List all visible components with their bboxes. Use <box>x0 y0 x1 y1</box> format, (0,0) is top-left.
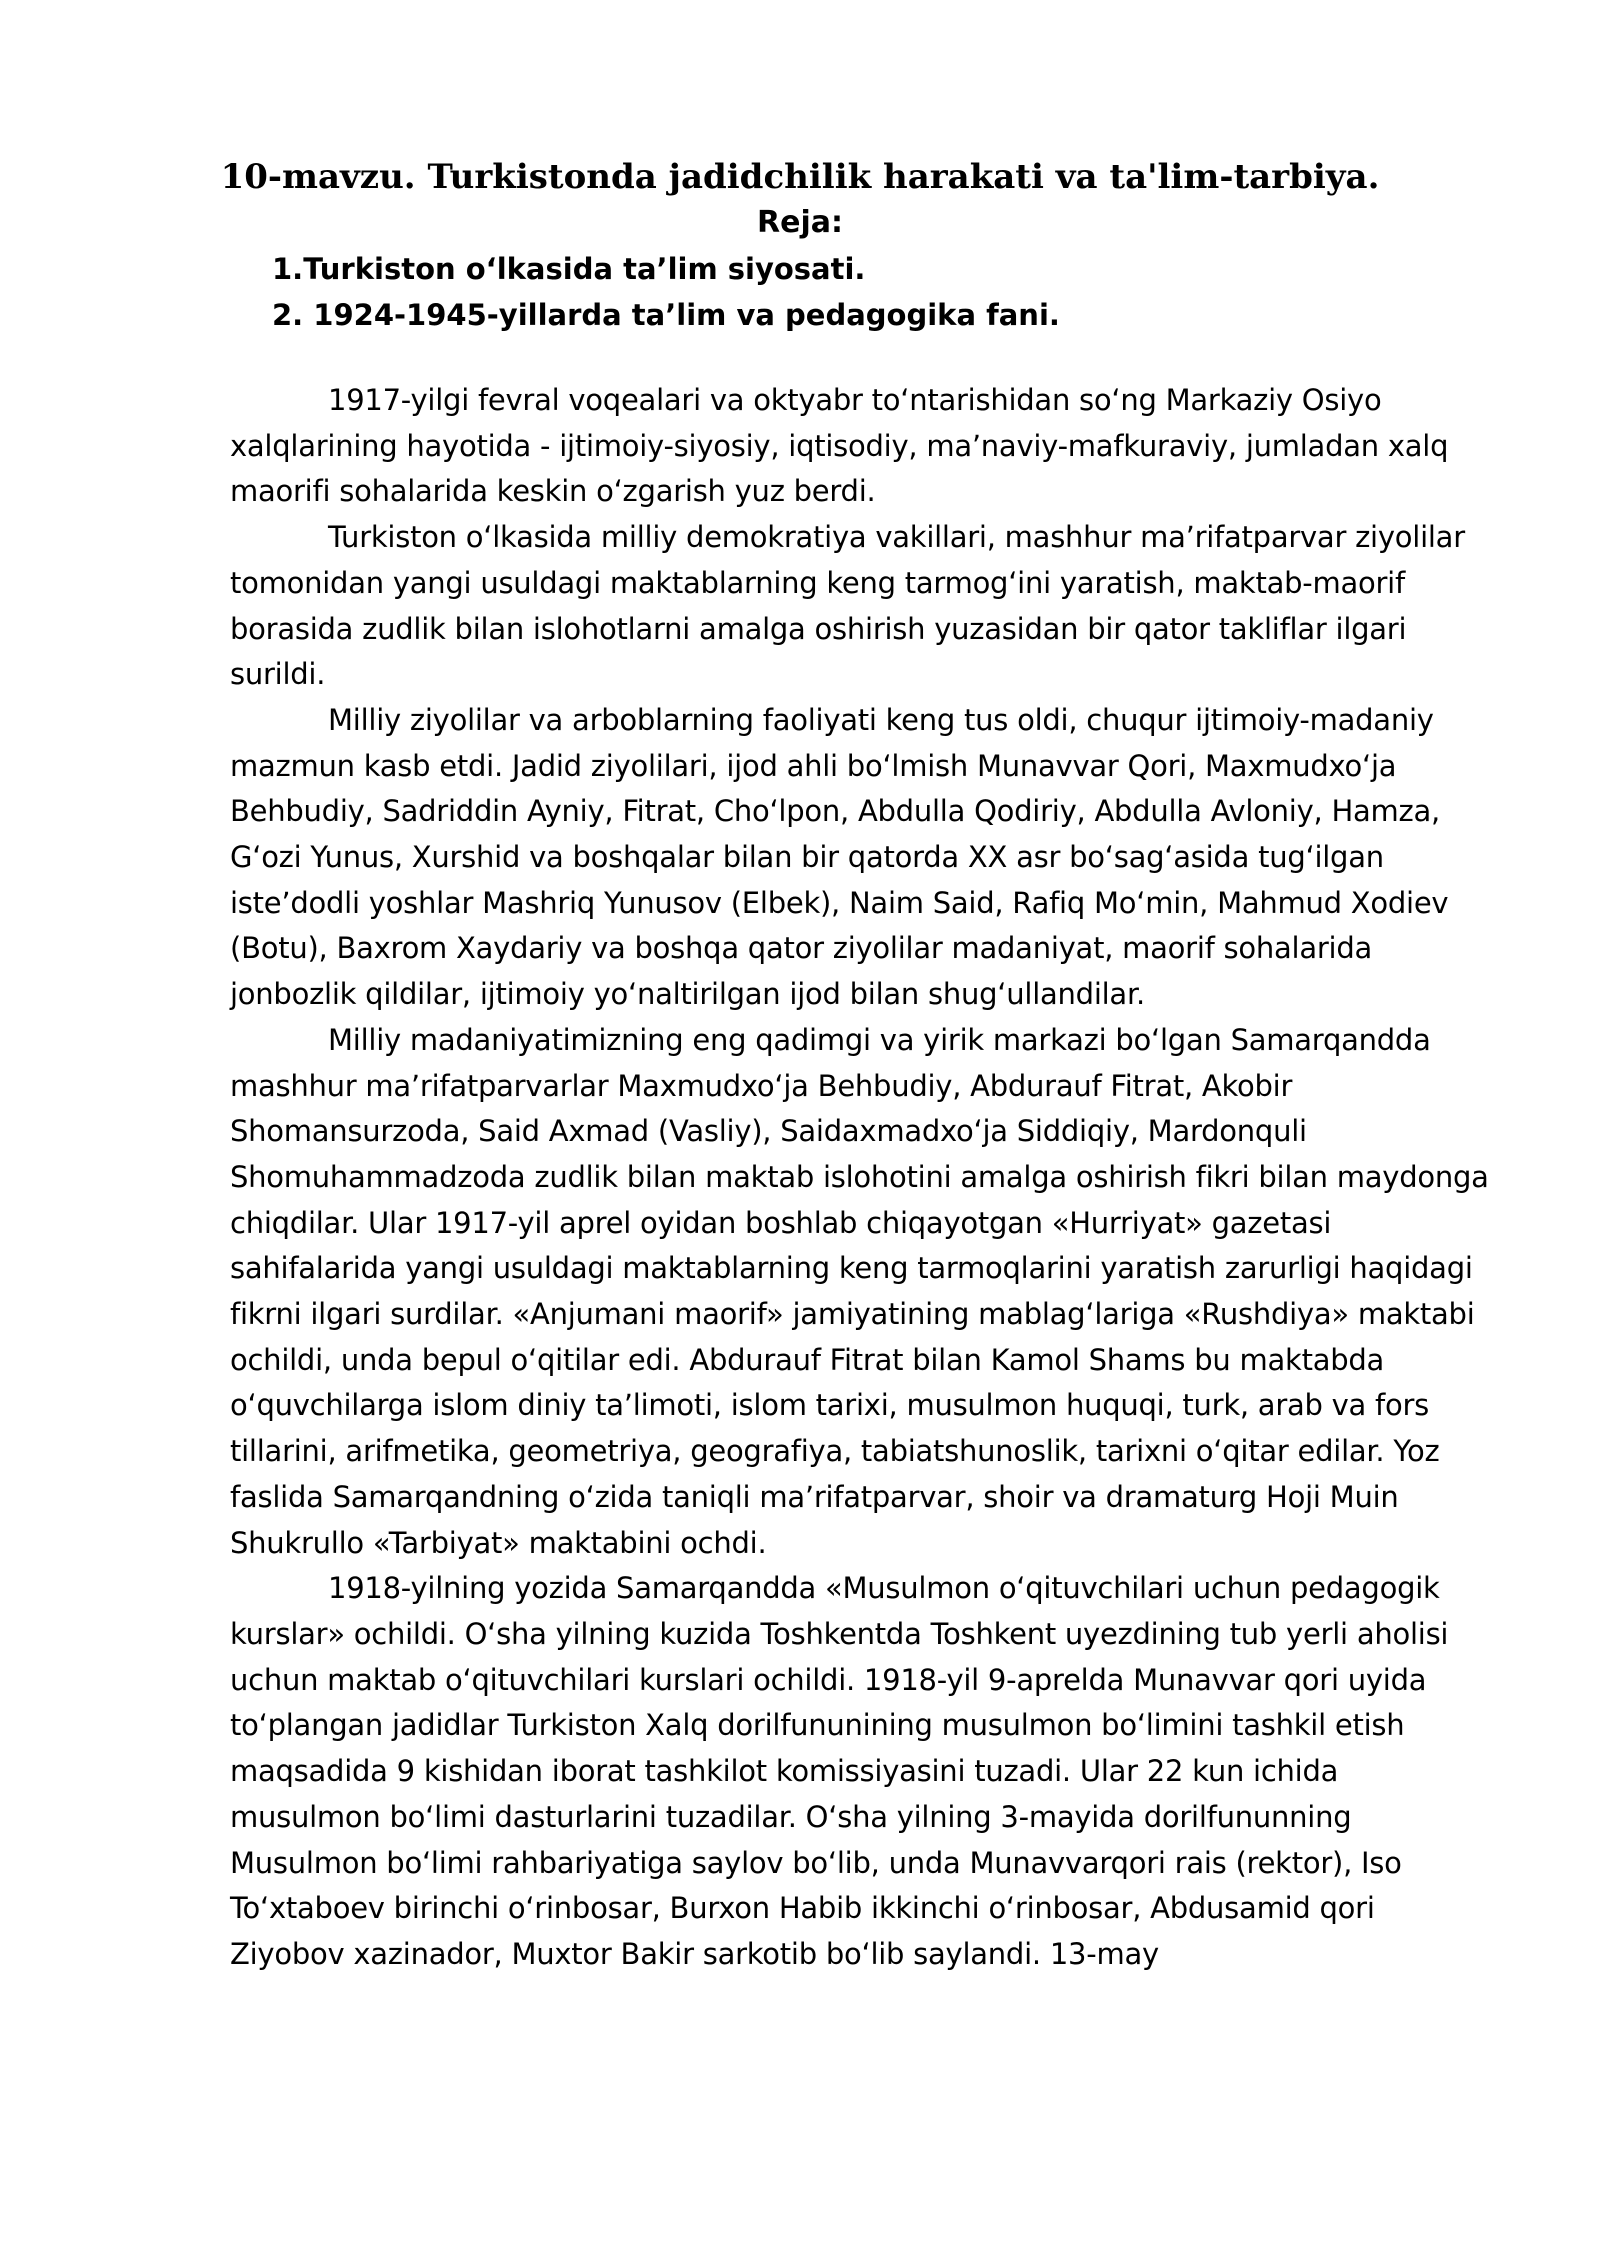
paragraph: Milliy madaniyatimizning eng qadimgi va yirik markazi boʻlgan Samarqandda mashhur maʼrifatparvarlar Maxmudxoʻja Behbudiy, Abdurauf Fitrat, Akobir Shomansurzoda, Said Axmad (Vasliy), Saidaxmadxoʻja Siddiqiy, Mardonquli Shomuhammadzoda zudlik bilan maktab islohotini amalga oshirish fikri bilan maydonga chiqdilar. Ular 1917-yil aprel oyidan boshlab chiqayotgan «Hurriyat» gazetasi sahifalarida yangi usuldagi maktablarning keng tarmoqlarini yaratish zarurligi haqidagi fikrni ilgari surdilar. «Anjumani maorif» jamiyatining mablagʻlariga «Rushdiya» maktabi ochildi, unda bepul oʻqitilar edi. Abdurauf Fitrat bilan Kamol Shams bu maktabda oʻquvchilarga islom diniy taʼlimoti, islom tarixi, musulmon huquqi, turk, arab va fors tillarini, arifmetika, geometriya, geografiya, tabiatshunoslik, tarixni oʻqitar edilar. Yoz faslida Samarqandning oʻzida taniqli maʼrifatparvar, shoir va dramaturg Hoji Muin Shukrullo «Tarbiyat» maktabini ochdi. <box>230 1022 1489 1560</box>
paragraph: 1917-yilgi fevral voqealari va oktyabr toʻntarishidan soʻng Markaziy Osiyo xalqlarining hayotida - ijtimoiy-siyosiy, iqtisodiy, maʼnaviy-mafkuraviy, jumladan xalq maorifi sohalarida keskin oʻzgarish yuz berdi. <box>230 383 1449 509</box>
paragraph: 1918-yilning yozida Samarqandda «Musulmon oʻqituvchilari uchun pedagogik kurslar» ochildi. Oʻsha yilning kuzida Toshkentda Toshkent uyezdining tub yerli aholisi uchun maktab oʻqituvchilari kurslari ochildi. 1918-yil 9-aprelda Munavvar qori uyida toʻplangan jadidlar Turkiston Xalq dorilfununining musulmon boʻlimini tashkil etish maqsadida 9 kishidan iborat tashkilot komissiyasini tuzadi. Ular 22 kun ichida musulmon boʻlimi dasturlarini tuzadilar. Oʻsha yilning 3-mayida dorilfununning Musulmon boʻlimi rahbariyatiga saylov boʻlib, unda Munavvarqori rais (rektor), Iso Toʻxtaboev birinchi oʻrinbosar, Burxon Habib ikkinchi oʻrinbosar, Abdusamid qori Ziyobov xazinador, Muxtor Bakir sarkotib boʻlib saylandi. 13-may <box>230 1571 1449 1971</box>
plan-heading: Reja: <box>757 205 843 240</box>
paragraph: Milliy ziyolilar va arboblarning faoliyati keng tus oldi, chuqur ijtimoiy-madaniy mazmun kasb etdi. Jadid ziyolilari, ijod ahli boʻlmish Munavvar Qori, Maxmudxoʻja Behbudiy, Sadriddin Ayniy, Fitrat, Choʻlpon, Abdulla Qodiriy, Abdulla Avloniy, Hamza, Gʻozi Yunus, Xurshid va boshqalar bilan bir qatorda XX asr boʻsagʻasida tugʻilgan isteʼdodli yoshlar Mashriq Yunusov (Elbek), Naim Said, Rafiq Moʻmin, Mahmud Xodiev (Botu), Baxrom Xaydariy va boshqa qator ziyolilar madaniyat, maorif sohalarida jonbozlik qildilar, ijtimoiy yoʻnaltirilgan ijod bilan shugʻullandilar. <box>230 702 1449 1012</box>
document-title: 10-mavzu. Turkistonda jadidchilik harakati va ta'lim-tarbiya. <box>220 157 1380 197</box>
body-text <box>230 378 1490 1978</box>
paragraph: Turkiston oʻlkasida milliy demokratiya vakillari, mashhur maʼrifatparvar ziyolilar tomonidan yangi usuldagi maktablarning keng tarmogʻini yaratish, maktab-maorif borasida zudlik bilan islohotlarni amalga oshirish yuzasidan bir qator takliflar ilgari surildi. <box>230 520 1465 692</box>
plan-list <box>272 246 1060 338</box>
plan-item: 2. 1924-1945-yillarda taʼlim va pedagogika fani. <box>272 298 1060 332</box>
plan-item: 1.Turkiston oʻlkasida taʼlim siyosati. <box>272 252 866 286</box>
